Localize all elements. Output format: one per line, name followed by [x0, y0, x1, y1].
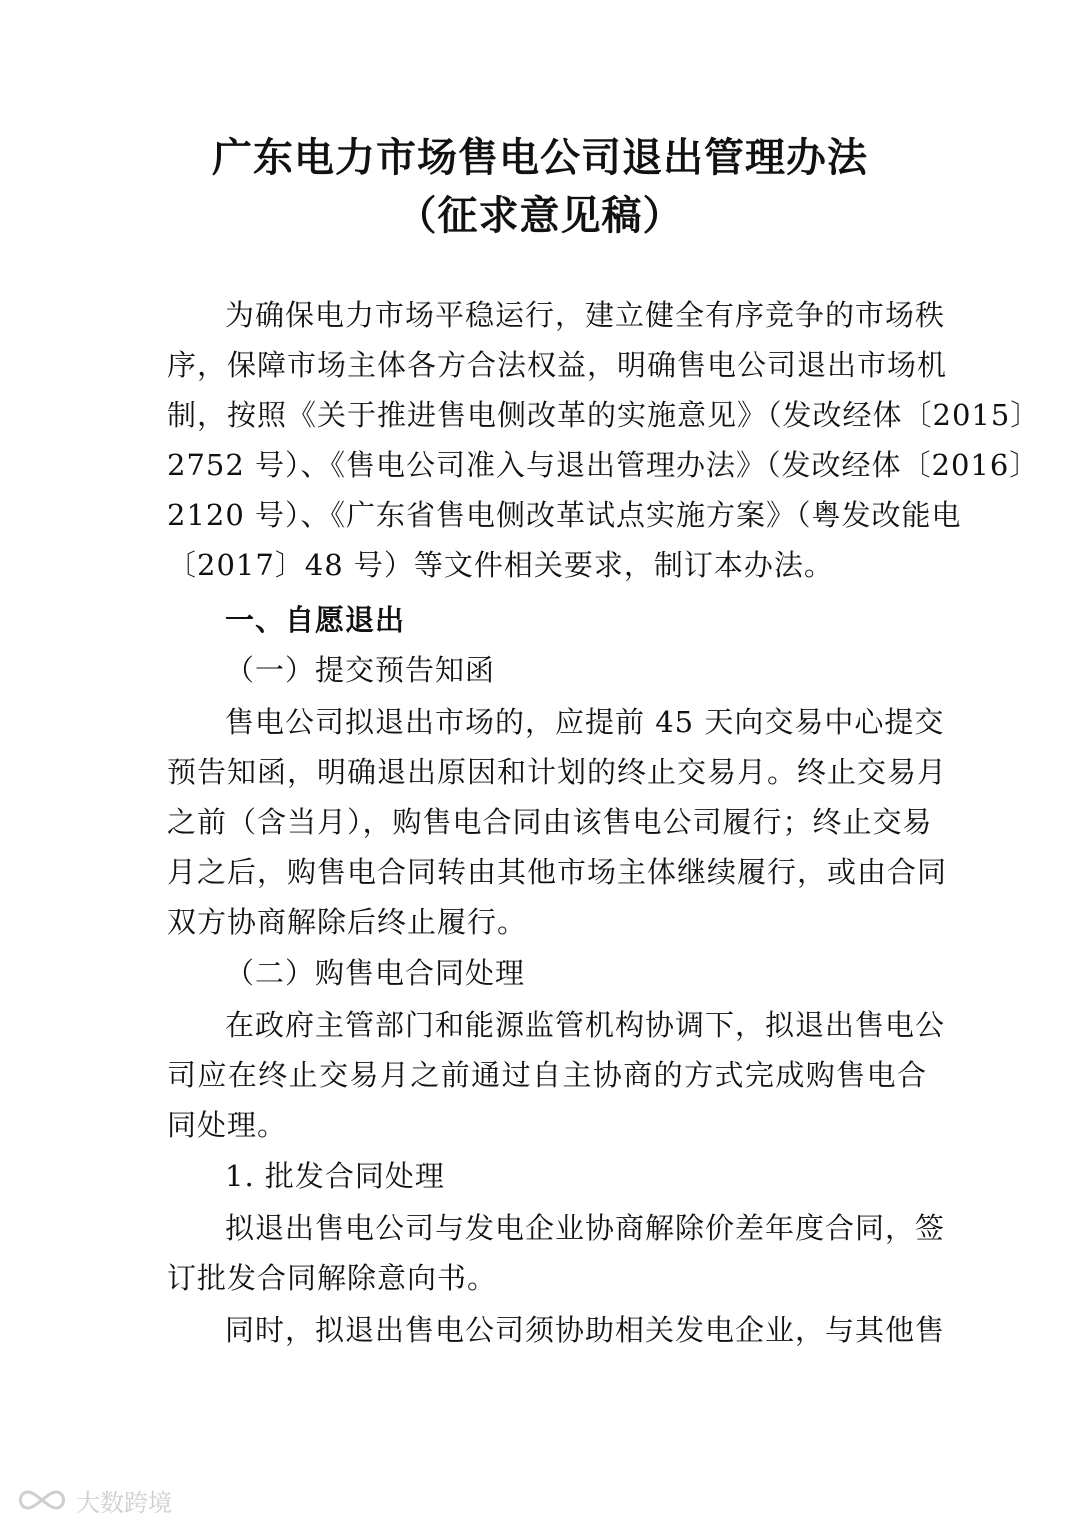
watermark	[14, 1484, 172, 1516]
item-heading: 1. 批发合同处理	[225, 1159, 445, 1193]
paragraph-line: 订批发合同解除意向书。	[167, 1261, 498, 1295]
watermark-text: 大数跨境	[76, 1488, 172, 1517]
paragraph-line: 双方协商解除后终止履行。	[167, 905, 528, 939]
document-subtitle: （征求意见稿）	[396, 192, 684, 239]
paragraph-line: 制，按照《关于推进售电侧改革的实施意见》（发改经体〔2015〕	[167, 398, 1041, 432]
paragraph-line: 拟退出售电公司与发电企业协商解除价差年度合同，签	[225, 1211, 946, 1245]
paragraph-line: 预告知函，明确退出原因和计划的终止交易月。终止交易月	[167, 755, 948, 789]
paragraph-line: 在政府主管部门和能源监管机构协调下，拟退出售电公	[225, 1008, 946, 1042]
paragraph-line: 售电公司拟退出市场的，应提前 45 天向交易中心提交	[225, 705, 945, 739]
paragraph-line: 之前（含当月），购售电合同由该售电公司履行；终止交易	[167, 805, 933, 839]
infinity-logo-icon	[14, 1486, 70, 1514]
paragraph-line: 2752 号）、《售电公司准入与退出管理办法》（发改经体〔2016〕	[167, 448, 1040, 482]
document-title: 广东电力市场售电公司退出管理办法	[212, 134, 868, 181]
subsection-heading: （二）购售电合同处理	[225, 956, 526, 990]
paragraph-line: 2120 号）、《广东省售电侧改革试点实施方案》（粤发改能电	[167, 498, 962, 532]
paragraph-line: 为确保电力市场平稳运行，建立健全有序竞争的市场秩	[225, 298, 946, 332]
paragraph-line: 序，保障市场主体各方合法权益，明确售电公司退出市场机	[167, 348, 948, 382]
paragraph-line: 〔2017〕48 号）等文件相关要求，制订本办法。	[167, 548, 834, 582]
paragraph-line: 司应在终止交易月之前通过自主协商的方式完成购售电合	[167, 1058, 927, 1092]
paragraph-line: 月之后，购售电合同转由其他市场主体继续履行，或由合同	[167, 855, 948, 889]
subsection-heading: （一）提交预告知函	[225, 653, 496, 687]
section-heading: 一、自愿退出	[225, 603, 406, 637]
paragraph-line: 同处理。	[167, 1108, 288, 1142]
paragraph-line: 同时，拟退出售电公司须协助相关发电企业，与其他售	[225, 1313, 946, 1347]
